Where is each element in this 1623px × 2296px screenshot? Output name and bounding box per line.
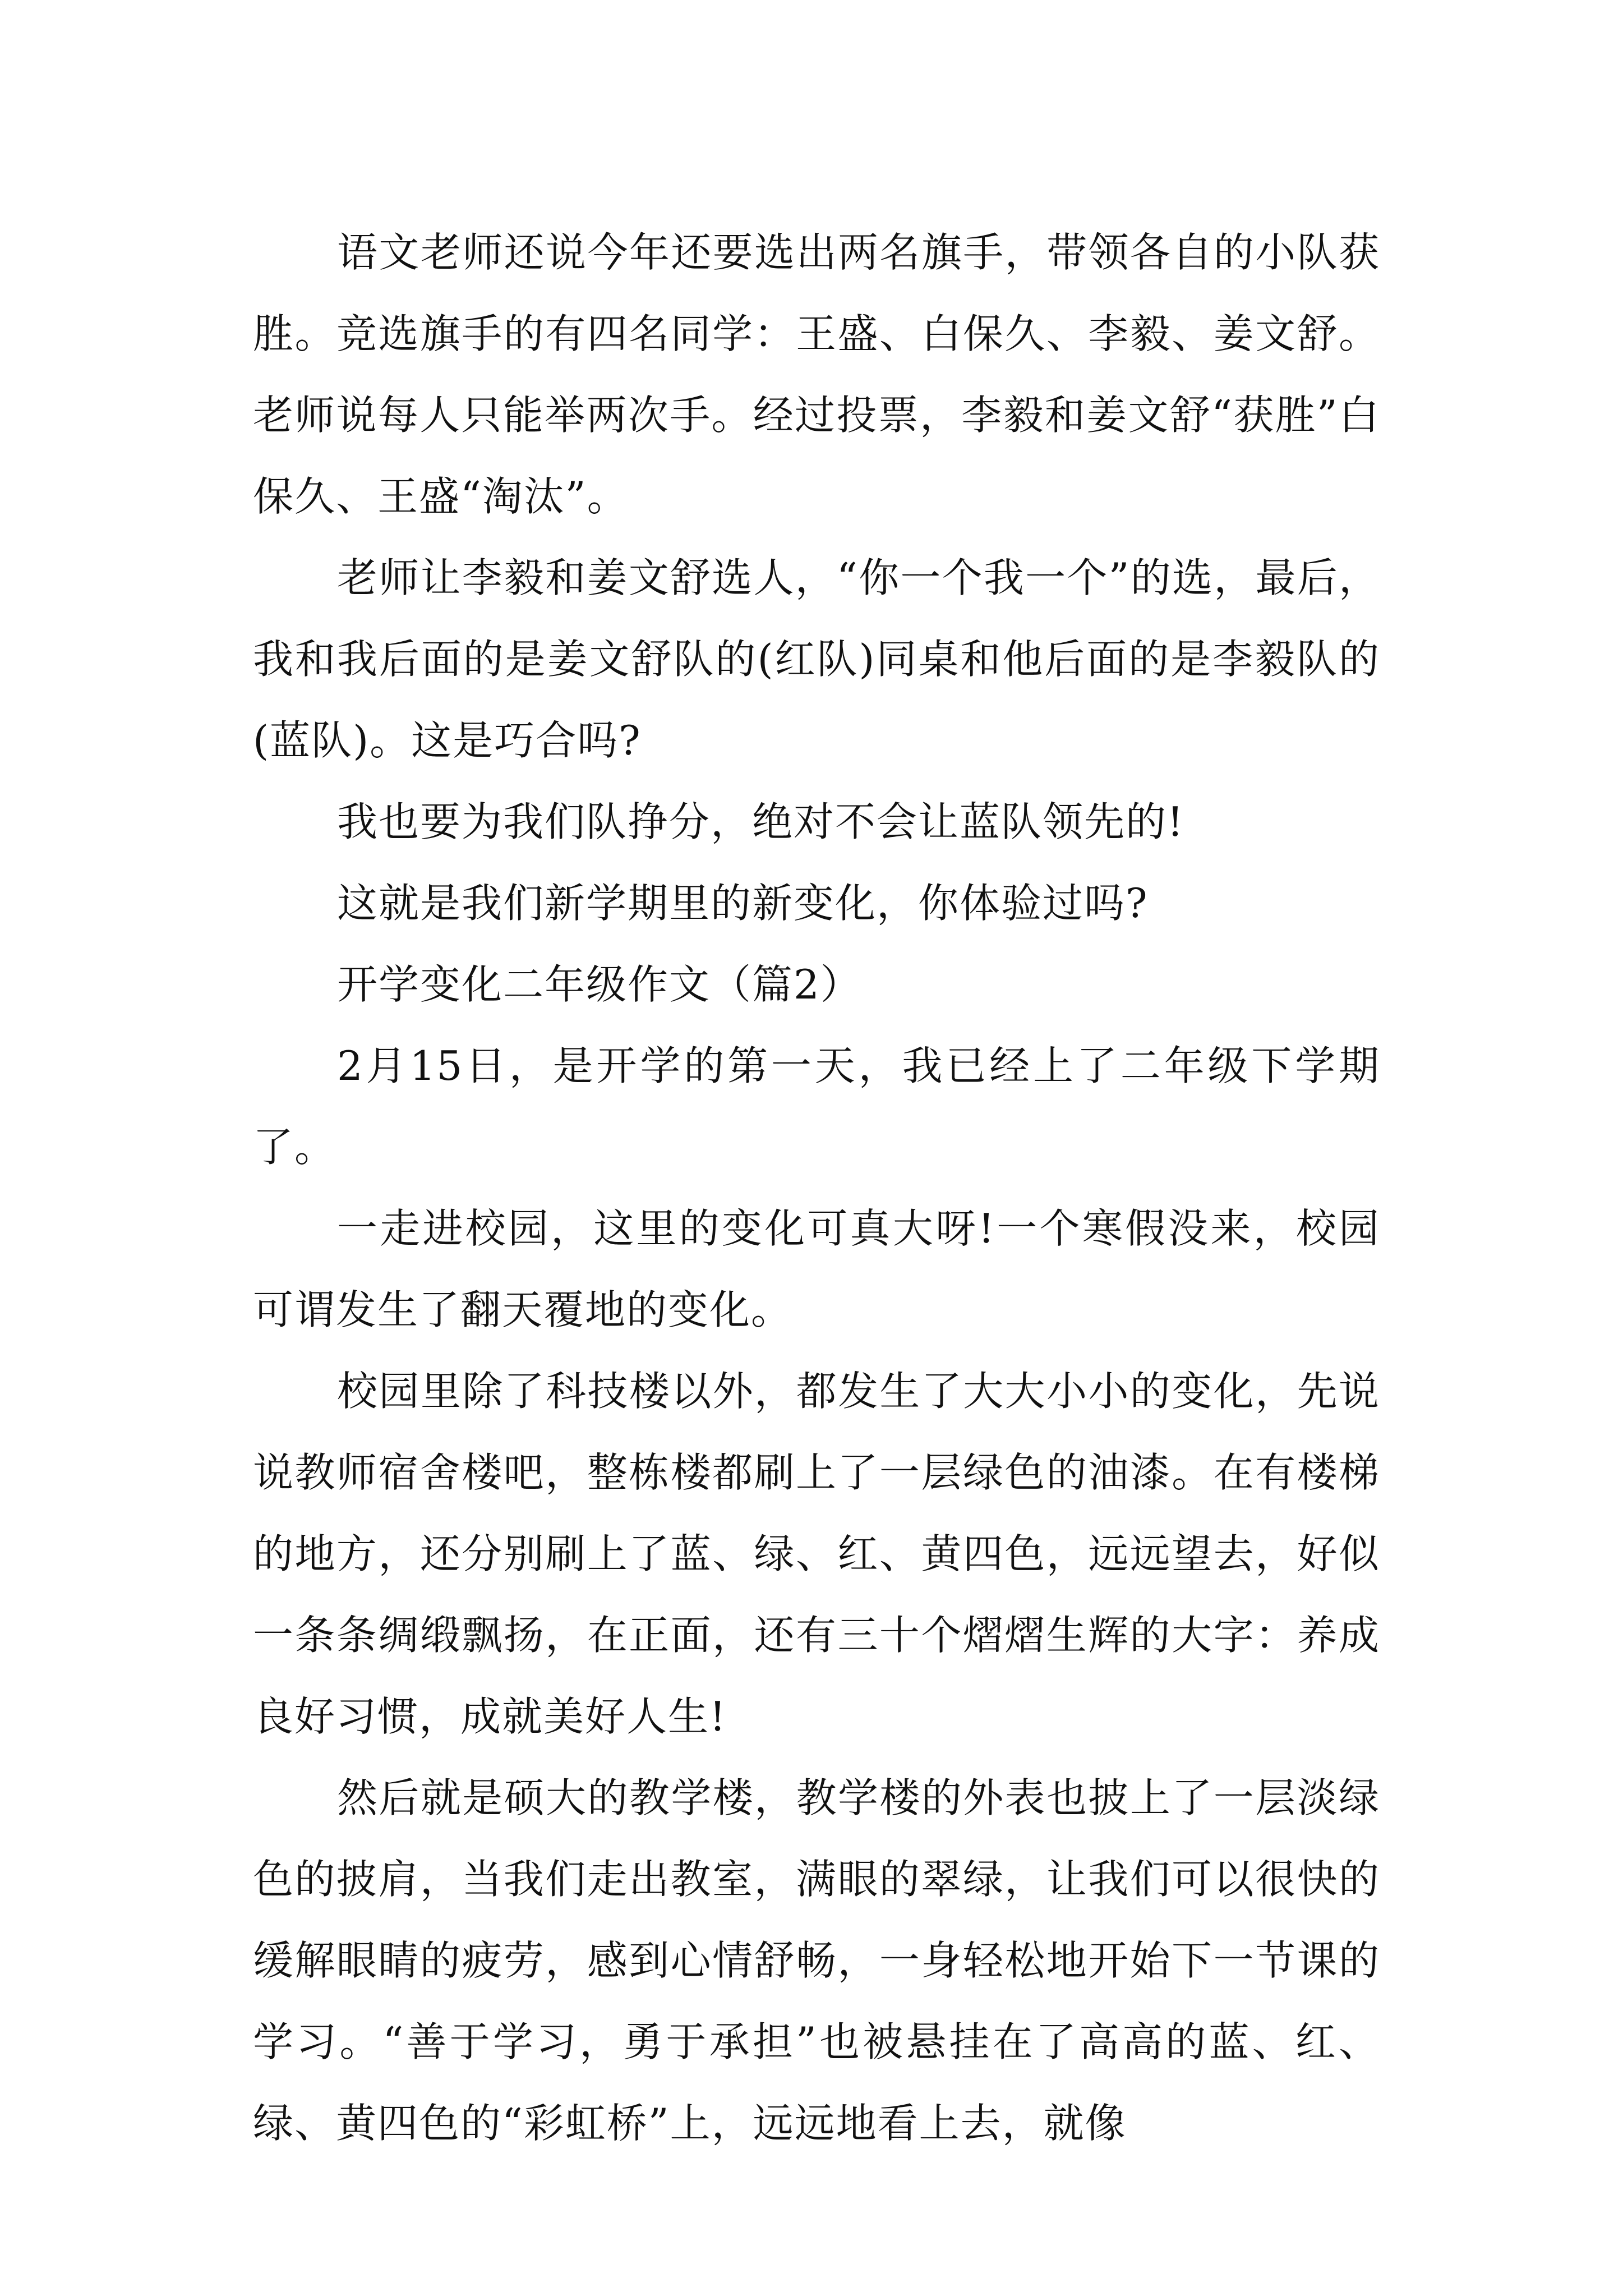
paragraph-earn-points: 我也要为我们队挣分，绝对不会让蓝队领先的! — [337, 798, 1184, 845]
section-heading: 开学变化二年级作文（篇2） — [337, 961, 862, 1008]
document-body — [253, 212, 1380, 2164]
paragraph-campus-change: 一走进校园，这里的变化可真大呀!一个寒假没来，校园可谓发生了翻天覆地的变化。 — [253, 1205, 1380, 1333]
paragraph-flag-bearers: 语文老师还说今年还要选出两名旗手，带领各自的小队获胜。竞选旗手的有四名同学：王盛、白保久、李毅、姜文舒。老师说每人只能举两次手。经过投票，李毅和姜文舒“获胜”白保久、王盛“淘汰”。 — [253, 229, 1380, 520]
paragraph-teaching-building: 然后就是硕大的教学楼，教学楼的外表也披上了一层淡绿色的披肩，当我们走出教室，满眼的翠绿，让我们可以很快的缓解眼睛的疲劳，感到心情舒畅，一身轻松地开始下一节课的学习。“善于学习，勇于承担”也被悬挂在了高高的蓝、红、绿、黄四色的“彩虹桥”上，远远地看上去，就像 — [253, 1774, 1380, 2147]
paragraph-first-day: 2月15日，是开学的第一天，我已经上了二年级下学期了。 — [253, 1042, 1380, 1171]
paragraph-dormitory: 校园里除了科技楼以外，都发生了大大小小的变化，先说说教师宿舍楼吧，整栋楼都刷上了一层绿色的油漆。在有楼梯的地方，还分别刷上了蓝、绿、红、黄四色，远远望去，好似一条条绸缎飘扬，在正面，还有三十个熠熠生辉的大字：养成良好习惯，成就美好人生! — [253, 1368, 1380, 1740]
paragraph-team-selection: 老师让李毅和姜文舒选人，“你一个我一个”的选，最后，我和我后面的是姜文舒队的(红队)同桌和他后面的是李毅队的(蓝队)。这是巧合吗? — [253, 554, 1380, 764]
paragraph-new-changes: 这就是我们新学期里的新变化，你体验过吗? — [337, 880, 1149, 927]
